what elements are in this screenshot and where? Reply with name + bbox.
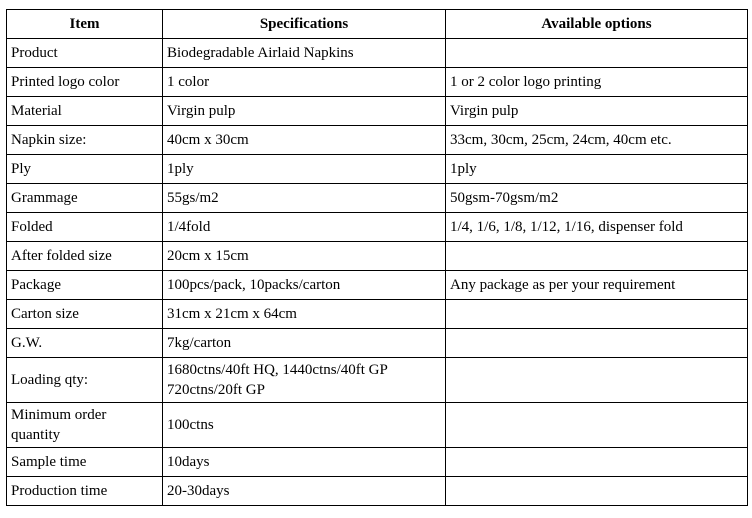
item-cell: Minimum order quantity: [7, 403, 163, 448]
header-available-options: Available options: [446, 10, 748, 39]
spec-cell: 1 color: [163, 68, 446, 97]
spec-cell: Virgin pulp: [163, 97, 446, 126]
spec-cell: 55gs/m2: [163, 184, 446, 213]
table-row: [7, 242, 748, 271]
spec-cell: 1ply: [163, 155, 446, 184]
table-row: [7, 403, 748, 448]
spec-cell: 40cm x 30cm: [163, 126, 446, 155]
spec-cell: 20cm x 15cm: [163, 242, 446, 271]
spec-cell: 31cm x 21cm x 64cm: [163, 300, 446, 329]
item-cell: Napkin size:: [7, 126, 163, 155]
table-row: [7, 68, 748, 97]
item-cell: Material: [7, 97, 163, 126]
item-cell: Product: [7, 39, 163, 68]
item-cell: Sample time: [7, 448, 163, 477]
options-cell: [446, 39, 748, 68]
options-cell: [446, 329, 748, 358]
table-row: [7, 213, 748, 242]
spec-table: [6, 9, 748, 506]
spec-cell: Biodegradable Airlaid Napkins: [163, 39, 446, 68]
spec-cell: 7kg/carton: [163, 329, 446, 358]
spec-cell: 100pcs/pack, 10packs/carton: [163, 271, 446, 300]
options-cell: 50gsm-70gsm/m2: [446, 184, 748, 213]
table-row: [7, 329, 748, 358]
options-cell: Any package as per your requirement: [446, 271, 748, 300]
item-cell: Production time: [7, 477, 163, 506]
table-row: [7, 358, 748, 403]
table-row: [7, 184, 748, 213]
table-row: [7, 97, 748, 126]
options-cell: [446, 448, 748, 477]
spec-cell: 1/4fold: [163, 213, 446, 242]
spec-cell: 20-30days: [163, 477, 446, 506]
item-cell: Grammage: [7, 184, 163, 213]
item-cell: After folded size: [7, 242, 163, 271]
table-row: [7, 477, 748, 506]
item-cell: Ply: [7, 155, 163, 184]
table-row: [7, 300, 748, 329]
options-cell: 1/4, 1/6, 1/8, 1/12, 1/16, dispenser fold: [446, 213, 748, 242]
item-cell: Folded: [7, 213, 163, 242]
spec-cell: 10days: [163, 448, 446, 477]
options-cell: 1 or 2 color logo printing: [446, 68, 748, 97]
table-row: [7, 155, 748, 184]
item-cell: G.W.: [7, 329, 163, 358]
table-row: [7, 39, 748, 68]
options-cell: [446, 358, 748, 403]
item-cell: Carton size: [7, 300, 163, 329]
spec-cell: 100ctns: [163, 403, 446, 448]
item-cell: Package: [7, 271, 163, 300]
item-cell: Loading qty:: [7, 358, 163, 403]
spec-cell: 1680ctns/40ft HQ, 1440ctns/40ft GP 720ctns/20ft GP: [163, 358, 446, 403]
item-cell: Printed logo color: [7, 68, 163, 97]
options-cell: [446, 300, 748, 329]
options-cell: 1ply: [446, 155, 748, 184]
table-row: [7, 448, 748, 477]
options-cell: [446, 403, 748, 448]
table-row: [7, 271, 748, 300]
header-row: [7, 10, 748, 39]
options-cell: [446, 242, 748, 271]
header-item: Item: [7, 10, 163, 39]
options-cell: Virgin pulp: [446, 97, 748, 126]
header-specifications: Specifications: [163, 10, 446, 39]
options-cell: [446, 477, 748, 506]
options-cell: 33cm, 30cm, 25cm, 24cm, 40cm etc.: [446, 126, 748, 155]
table-row: [7, 126, 748, 155]
